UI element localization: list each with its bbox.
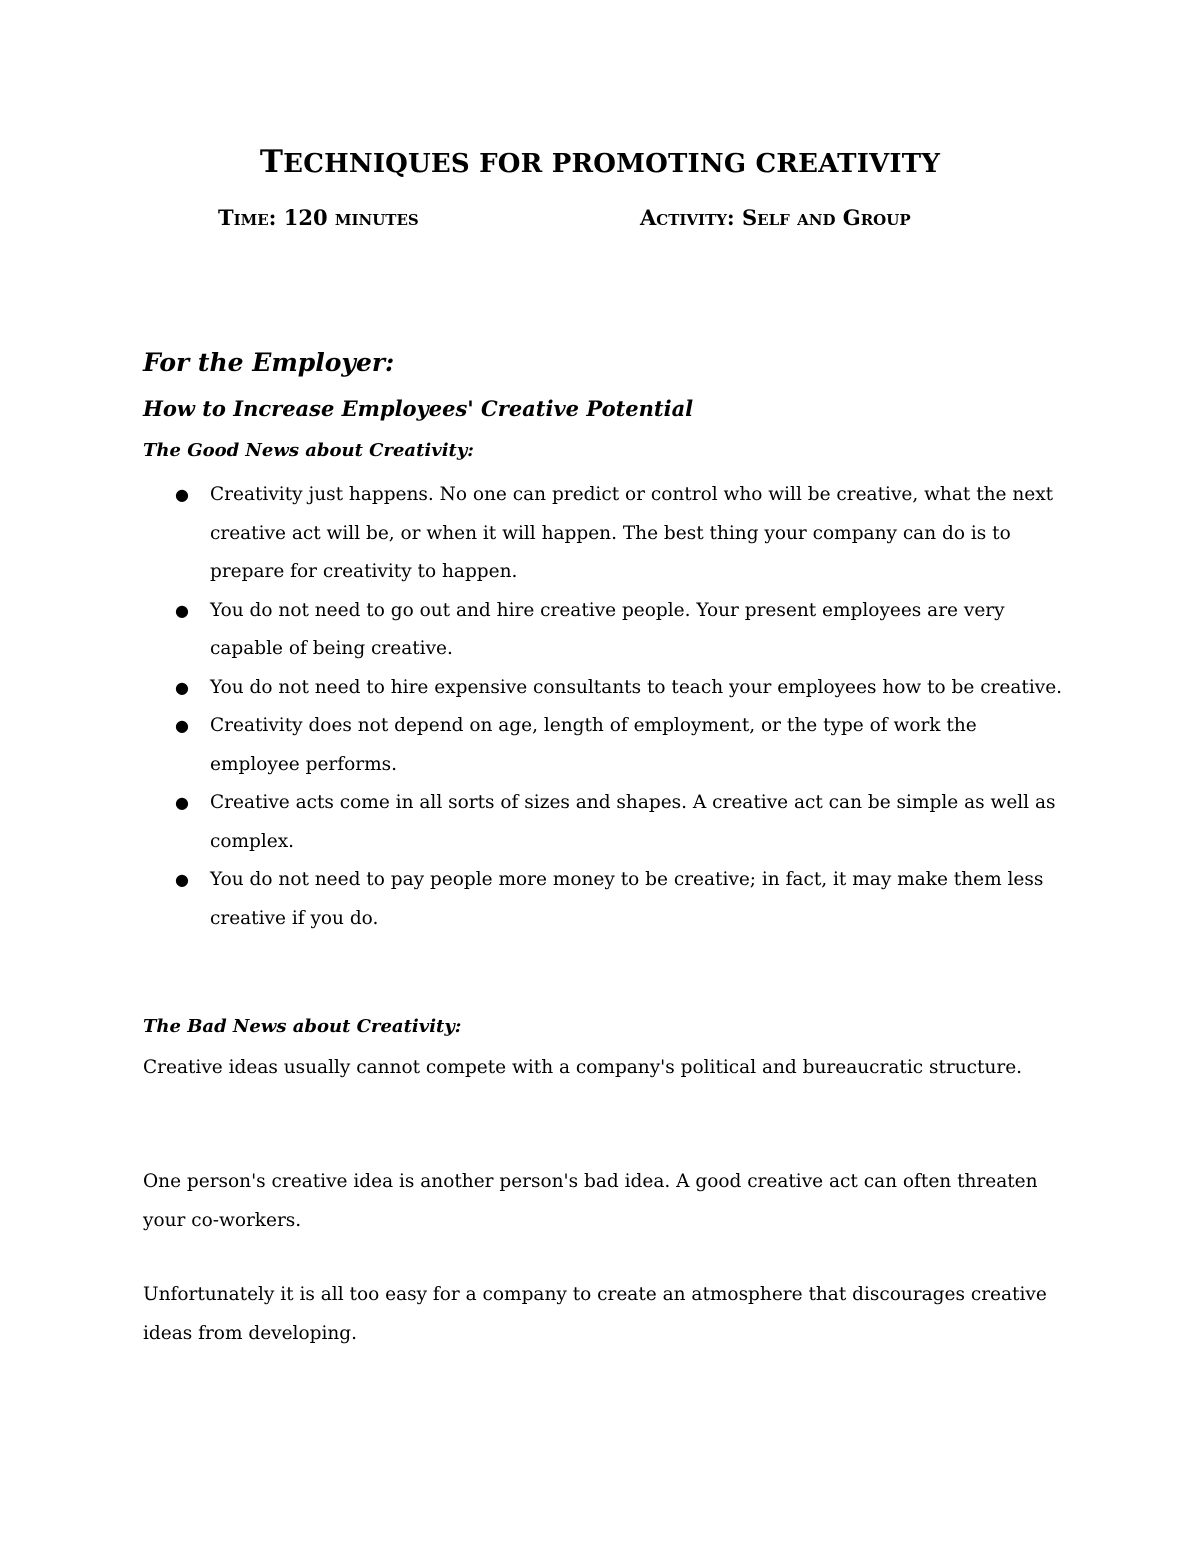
activity-label: Activity: Self and Group [640, 205, 911, 230]
time-label: Time: 120 minutes [218, 205, 419, 230]
bad-news-paragraph: One person's creative idea is another person's bad idea. A good creative act can often threaten your co-workers. [143, 1171, 1038, 1231]
bad-news-paragraph: Unfortunately it is all too easy for a company to create an atmosphere that discourages creative ideas from developing. [143, 1284, 1047, 1344]
list-item [172, 784, 1072, 861]
bullet-icon: ● [175, 677, 189, 697]
list-item [172, 476, 1072, 592]
list-item-text: Creativity does not depend on age, length of employment, or the type of work the employee performs. [210, 715, 977, 775]
list-item [172, 669, 1072, 708]
good-news-heading: The Good News about Creativity: [143, 440, 474, 461]
list-item [172, 861, 1072, 938]
bullet-icon: ● [175, 716, 189, 735]
employer-subheading: How to Increase Employees' Creative Potential [143, 396, 694, 421]
title-rest: ECHNIQUES FOR PROMOTING CREATIVITY [283, 149, 941, 179]
list-item-text: Creativity just happens. No one can predict or control who will be creative, what the next creative act will be, or when it will happen. The best thing your company can do is to prepare for creativity to happen. [210, 484, 1054, 582]
bullet-icon: ● [175, 485, 189, 504]
bullet-icon: ● [175, 870, 189, 889]
bad-news-heading: The Bad News about Creativity: [143, 1016, 462, 1037]
list-item [172, 592, 1072, 669]
list-item-text: You do not need to hire expensive consultants to teach your employees how to be creative. [210, 676, 1063, 698]
bullet-icon: ● [175, 600, 189, 620]
bullet-icon: ● [175, 793, 189, 812]
good-news-list [172, 476, 1072, 938]
list-item-text: You do not need to go out and hire creative people. Your present employees are very capable of being creative. [210, 599, 1005, 659]
title-initial: T [259, 144, 284, 180]
list-item [172, 707, 1072, 784]
employer-heading: For the Employer: [143, 348, 395, 377]
list-item-text: You do not need to pay people more money to be creative; in fact, it may make them less creative if you do. [210, 869, 1044, 929]
bad-news-paragraph: Creative ideas usually cannot compete with a company's political and bureaucratic structure. [143, 1057, 1023, 1078]
list-item-text: Creative acts come in all sorts of sizes and shapes. A creative act can be simple as well as complex. [210, 792, 1056, 852]
document-title [0, 144, 1200, 180]
